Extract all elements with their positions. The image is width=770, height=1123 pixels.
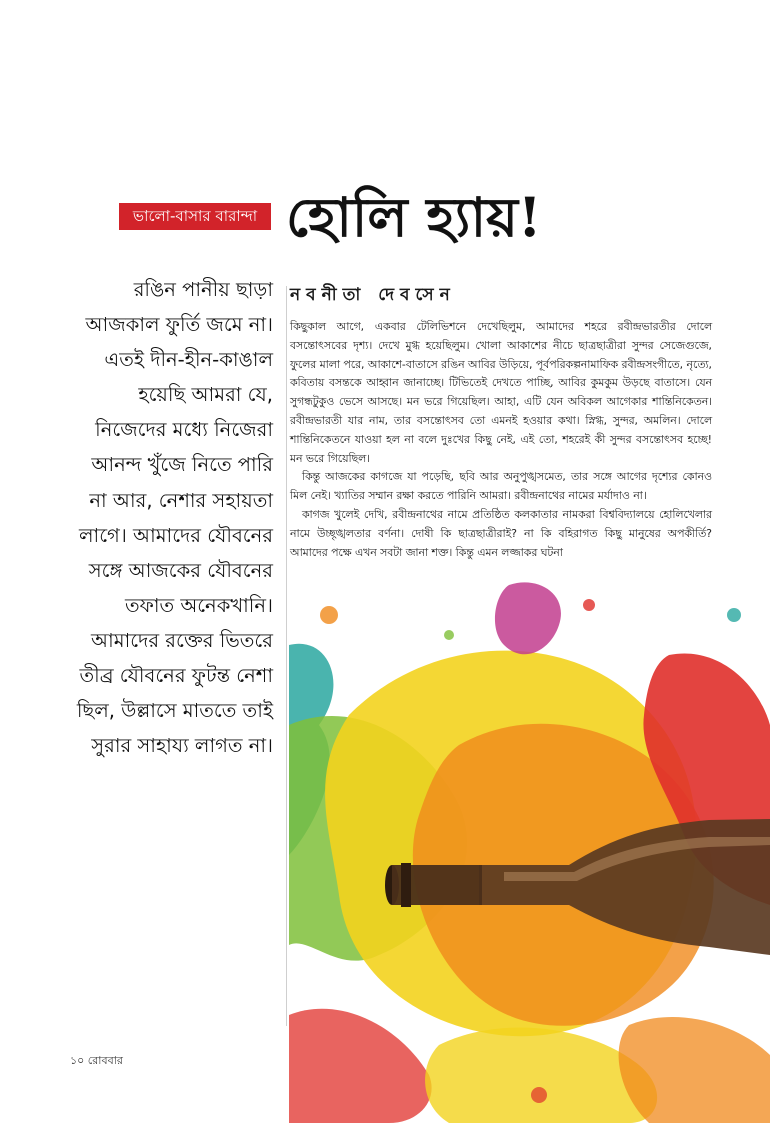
color-splash-bottle-illustration xyxy=(289,575,770,1123)
article-title: হোলি হ্যায়! xyxy=(286,185,542,249)
splash-drop xyxy=(583,599,595,611)
body-paragraph: কিন্তু আজকের কাগজে যা পড়েছি, ছবি আর অনুপুঙ্খসমেত, তার সঙ্গে আগের দৃশ্যের কোনও মিল নেই। খ্যাতির সম্মান রক্ষা করতে পারিনি আমরা। রবীন্দ্রনাথের নামের মর্যাদাও না। xyxy=(290,470,712,503)
splash-magenta xyxy=(495,582,561,654)
splash-bottom-red xyxy=(289,1009,432,1123)
splash-drop xyxy=(531,1087,547,1103)
pull-quote: রঙিন পানীয় ছাড়া আজকাল ফুর্তি জমে না। এতই দীন-হীন-কাঙাল হয়েছি আমরা যে, নিজেদের মধ্যে নিজেরা আনন্দ খুঁজে নিতে পারি না আর, নেশার সহায়তা লাগে। আমাদের যৌবনের সঙ্গে আজকের যৌবনের তফাত অনেকখানি। আমাদের রক্তের ভিতরে তীব্র যৌবনের ফুটন্ত নেশা ছিল, উল্লাসে মাততে তাই সুরার সাহায্য লাগত না। xyxy=(76,278,273,758)
column-divider xyxy=(286,286,287,1026)
splash-drop xyxy=(444,630,454,640)
splash-drop xyxy=(320,606,338,624)
section-tag: ভালো-বাসার বারান্দা xyxy=(119,203,271,230)
body-paragraph: কাগজ খুলেই দেখি, রবীন্দ্রনাথের নামে প্রতিষ্ঠিত কলকাতার নামকরা বিশ্ববিদ্যালয়ে হোলিখেলার নামে উচ্ছৃঙ্খলতার বর্ণনা। দোষী কি ছাত্রছাত্রীরাই? না কি বহিরাগত কিছু মানুষের অপকীর্তি? আমাদের পক্ষে এখন সবটা জানা শক্ত। কিন্তু এমন লজ্জাকর ঘটনা xyxy=(290,507,712,559)
bottle-neck-ring xyxy=(401,863,411,907)
page-folio: ১০ রোববার xyxy=(70,1054,123,1067)
body-paragraph: কিছুকাল আগে, একবার টেলিভিশনে দেখেছিলুম, আমাদের শহরে রবীন্দ্রভারতীর দোলে বসন্তোৎসবের দৃশ্য। দেখে মুগ্ধ হয়েছিলুম। খোলা আকাশের নীচে ছাত্রছাত্রীরা সুন্দর সেজেগুজে, ফুলের মালা পরে, আকাশে-বাতাসে রঙিন আবির উড়িয়ে, পূর্বপরিকল্পনামাফিক রবীন্দ্রসংগীতে, নৃত্যে, কবিতায় বসন্তকে আহ্বান জানাচ্ছে। টিভিতেই দেখতে পাচ্ছি, আবির কুমকুম উড়ছে বাতাসে। যেন সুগন্ধটুকুও ভেসে আসছে। মন ভরে গিয়েছিল। আহা, এটি যেন অবিকল আগেকার শান্তিনিকেতন। রবীন্দ্রভারতী যার নাম, তার বসন্তোৎসব তো এমনই হওয়ার কথা। স্নিগ্ধ, সুন্দর, অমলিন। দোলে শান্তিনিকেতনে যাওয়া হল না বলে দুঃখের কিছু নেই, এই তো, শহরেই কী সুন্দর বসন্তোৎসব হচ্ছে! মন ভরে গিয়েছিল। xyxy=(290,320,712,465)
author-byline: নবনীতা দেবসেন xyxy=(290,285,456,305)
splash-bottom-orange xyxy=(619,1017,770,1123)
splash-drop xyxy=(727,608,741,622)
article-body xyxy=(290,318,712,562)
